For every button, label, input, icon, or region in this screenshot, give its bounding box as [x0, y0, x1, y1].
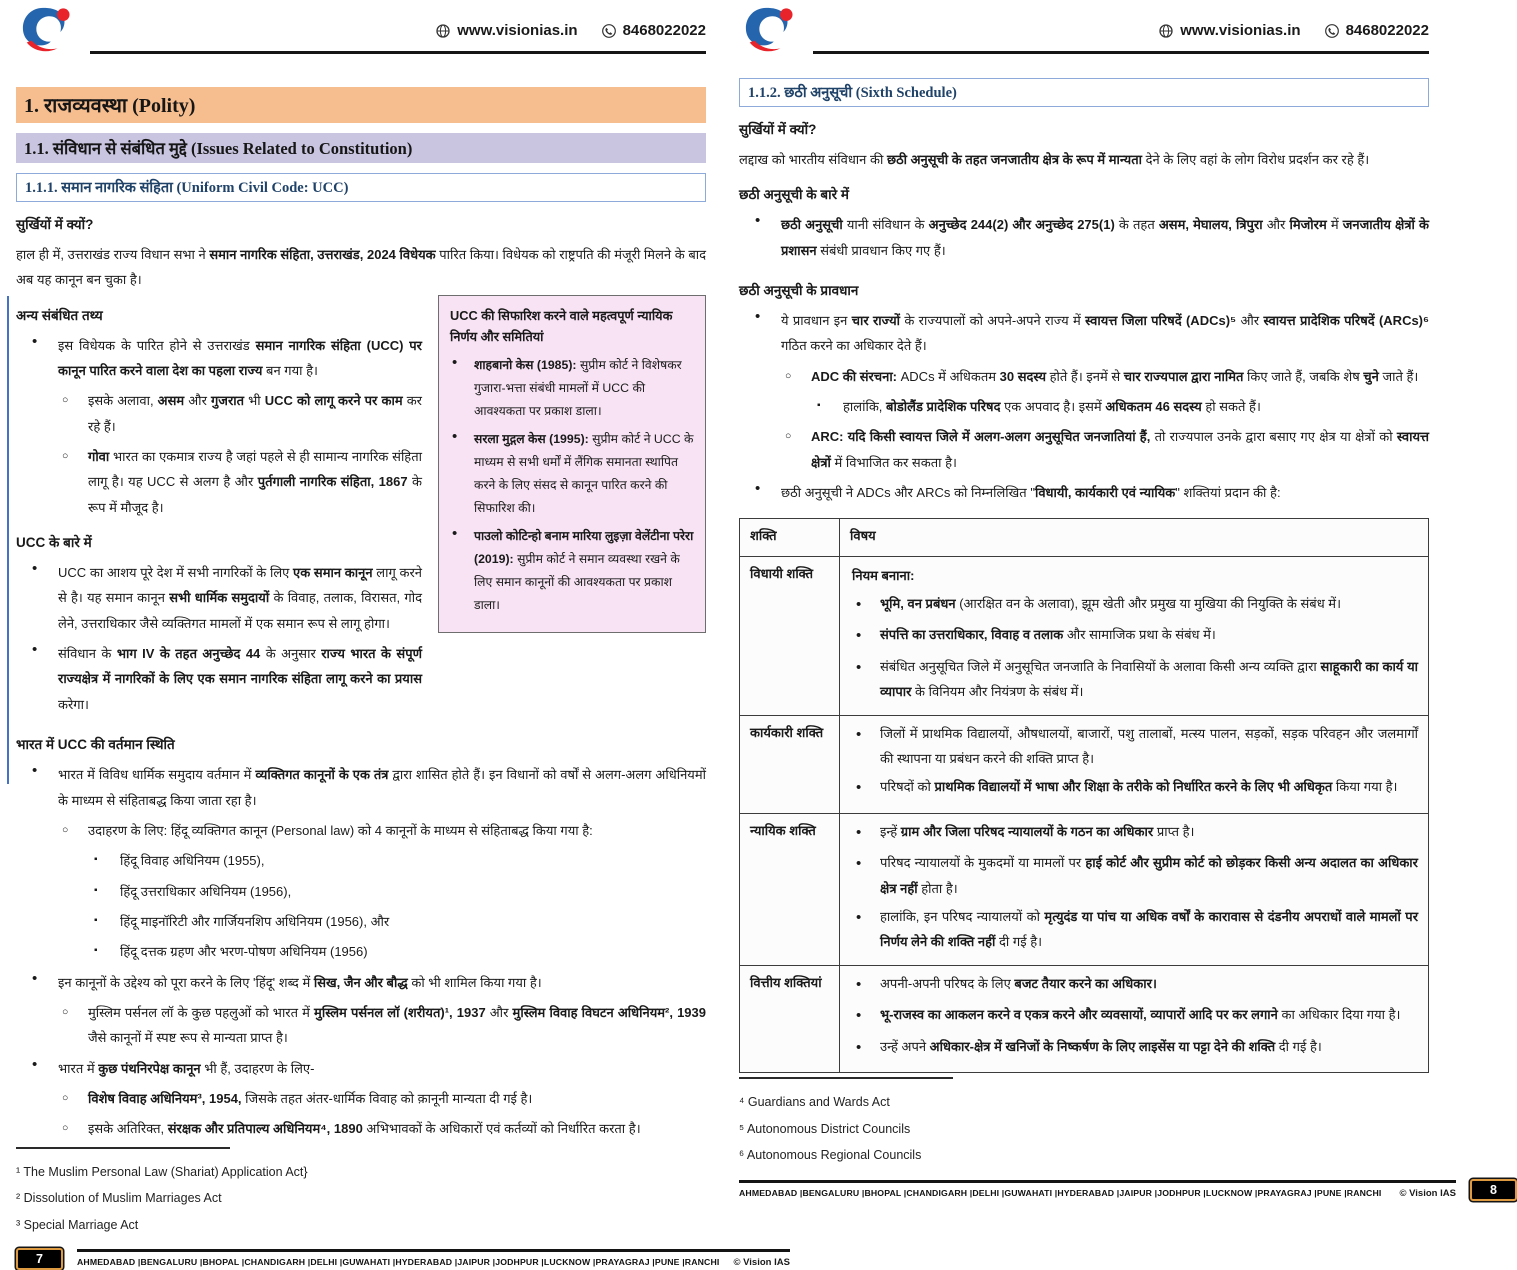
site-url: www.visionias.in	[457, 22, 578, 39]
subject-cell	[840, 557, 1429, 715]
subject-cell	[840, 715, 1429, 813]
list-item-text: विशेष विवाह अधिनियम³, 1954, जिसके तहत अंतर-धार्मिक विवाह को क़ानूनी मान्यता दी गई है।	[88, 1090, 533, 1106]
bullet-marker	[32, 1056, 58, 1081]
bullet-marker	[856, 774, 880, 803]
header-contact	[436, 22, 706, 39]
list-item-text: जिलों में प्राथमिक विद्यालयों, औषधालयों, बाजारों, पशु तालाबों, मत्स्य पालन, सड़कों, सड़क परिवहन और जलमार्गों की स्थापना या प्रबंधन करने की शक्ति प्राप्त है।	[880, 725, 1418, 766]
list-item-text: UCC का आशय पूरे देश में सभी नागरिकों के लिए एक समान कानून लागू करने से है। यह समान कानून सभी धार्मिक समुदायों के विवाह, तलाक, विरासत, गोद लेने, उत्तराधिकार जैसे व्यक्तिगत मामलों में एक समान रूप से लागू होगा।	[58, 565, 422, 631]
list-item-text: उन्हें अपने अधिकार-क्षेत्र में खनिजों के निष्कर्षण के लिए लाइसेंस या पट्टा देने की शक्ति दी गई है।	[880, 1038, 1322, 1054]
bullet-marker	[452, 525, 474, 616]
ucc-status-list	[16, 762, 706, 1146]
header-contact	[1159, 22, 1429, 39]
bullet-marker	[755, 212, 781, 263]
list-item	[16, 641, 422, 717]
list-item-text: संपत्ति का उत्तराधिकार, विवाह व तलाक और सामाजिक प्रथा के संबंध में।	[880, 627, 1216, 643]
list-item-text: गोवा भारत का एकमात्र राज्य है जहां पहले से ही सामान्य नागरिक संहिता लागू है। यह UCC से अलग है और पुर्तगाली नागरिक संहिता, 1867 के रूप में मौजूद है।	[88, 449, 422, 515]
section-heading: 1.1. संविधान से संबंधित मुद्दे (Issues Related to Constitution)	[16, 133, 706, 163]
why-in-news-heading: सुर्खियों में क्यों?	[739, 122, 817, 137]
list-item-text: भू-राजस्व का आकलन करने व एकत्र करने और व्यवसायों, व्यापारों आदि पर कर लगाने का अधिकार दिया गया है।	[880, 1007, 1401, 1023]
bullet-marker	[32, 970, 58, 995]
bullet-marker	[62, 1116, 88, 1141]
list-item-text: छठी अनुसूची यानी संविधान के अनुच्छेद 244(2) और अनुच्छेद 275(1) के तहत असम, मेघालय, त्रिपुरा और मिजोरम में जनजातीय क्षेत्रों के प्रशासन संबंधी प्रावधान किए गए हैं।	[781, 217, 1430, 258]
provisions-heading: छठी अनुसूची के प्रावधान	[739, 283, 859, 299]
list-item-text: मुस्लिम पर्सनल लॉ के कुछ पहलुओं को भारत में मुस्लिम पर्सनल लॉ (शरीयत)¹, 1937 और मुस्लिम विवाह विघटन अधिनियम², 1939 जैसे कानूनों में स्पष्ट रूप से मान्यता प्राप्त है।	[88, 1004, 706, 1046]
list-item-text: संबंधित अनुसूचित जिले में अनुसूचित जनजाति के निवासियों के अलावा किसी अन्य व्यक्ति द्वारा साहूकारी का कार्य या व्यापार के विनियम और नियंत्रण के संबंध में।	[880, 658, 1418, 700]
footer-copyright: © Vision IAS	[1399, 1187, 1456, 1199]
power-cell: वित्तीय शक्तियां	[740, 965, 840, 1073]
other-facts-heading: अन्य संबंधित तथ्य	[16, 307, 103, 323]
chapter-heading: 1. राजव्यवस्था (Polity)	[16, 87, 706, 123]
bullet-marker	[32, 641, 58, 717]
table-row	[740, 965, 1429, 1073]
ucc-status-heading: भारत में UCC की वर्तमान स्थिति	[16, 737, 175, 753]
list-item	[450, 354, 694, 422]
footnote-divider	[739, 1077, 953, 1079]
footnote-6: ⁶ Autonomous Regional Councils	[739, 1148, 922, 1163]
page-header	[739, 0, 1429, 60]
list-item-text: इन कानूनों के उद्देश्य को पूरा करने के लिए 'हिंदू' शब्द में सिख, जैन और बौद्ध को भी शामिल किया गया है।	[58, 974, 542, 990]
page-header	[16, 0, 706, 60]
bullet-marker	[94, 939, 120, 964]
bullet-marker	[94, 909, 120, 934]
list-item	[16, 762, 706, 813]
footnote-5: ⁵ Autonomous District Councils	[739, 1121, 911, 1136]
bullet-marker	[62, 1086, 88, 1111]
list-item-text: ARC: यदि किसी स्वायत्त जिले में अलग-अलग अनुसूचित जनजातियां हैं, तो राज्यपाल उनके द्वारा बसाए गए क्षेत्र या क्षेत्रों को स्वायत्त क्षेत्रों में विभाजित कर सकता है।	[811, 429, 1429, 470]
footnote-divider	[16, 1147, 230, 1149]
site-url: www.visionias.in	[1180, 22, 1301, 39]
list-item	[739, 212, 1429, 263]
list-item-text: छठी अनुसूची ने ADCs और ARCs को निम्नलिखित "विधायी, कार्यकारी एवं न्यायिक" शक्तियां प्रदान की है:	[781, 485, 1281, 501]
highlight-box-list	[450, 354, 694, 616]
list-item-text: हिंदू विवाह अधिनियम (1955),	[120, 853, 265, 869]
bullet-marker	[452, 354, 474, 422]
bullet-marker	[856, 622, 880, 651]
cell-list	[850, 591, 1418, 705]
bullet-marker	[785, 424, 811, 475]
list-item	[16, 909, 706, 934]
bullet-marker	[452, 428, 474, 519]
list-item	[739, 480, 1429, 505]
page-number: 8	[1470, 1179, 1517, 1201]
list-item	[16, 848, 706, 873]
page-footer-left	[16, 1246, 790, 1270]
bullet-marker	[755, 308, 781, 359]
bullet-marker	[32, 762, 58, 813]
footnotes-right	[739, 1077, 1429, 1177]
why-in-news-heading: सुर्खियों में क्यों?	[16, 217, 94, 232]
footnotes-left	[16, 1147, 706, 1247]
list-item-text: इन्हें ग्राम और जिला परिषद न्यायालयों के गठन का अधिकार प्राप्त है।	[880, 823, 1195, 839]
list-item	[450, 525, 694, 616]
judicial-decisions-highlight-box	[438, 295, 706, 634]
subject-cell	[840, 813, 1429, 965]
power-cell: विधायी शक्ति	[740, 557, 840, 715]
list-item	[850, 904, 1418, 955]
list-item	[16, 560, 422, 636]
list-item-text: शाहबानो केस (1985): सुप्रीम कोर्ट ने विशेषकर गुजारा-भत्ता संबंधी मामलों में UCC की आवश्यकता पर प्रकाश डाला।	[474, 358, 682, 418]
subsection-heading-sixth-schedule: 1.1.2. छठी अनुसूची (Sixth Schedule)	[739, 78, 1429, 107]
list-item-text: उदाहरण के लिए: हिंदू व्यक्तिगत कानून (Personal law) को 4 कानूनों के माध्यम से संहिताबद्ध किया गया है:	[88, 822, 593, 838]
list-item-text: पाउलो कोटिन्हो बनाम मारिया लुइज़ा वेलेंटीना परेरा (2019): सुप्रीम कोर्ट ने समान व्यवस्था रखने के लिए समान कानूनों की आवश्यकता पर प्रकाश डाला।	[474, 529, 694, 612]
list-item-text: भूमि, वन प्रबंधन (आरक्षित वन के अलावा), झूम खेती और प्रमुख या मुखिया की नियुक्ति के संबंध में।	[880, 595, 1342, 611]
bullet-marker	[856, 971, 880, 1000]
column-header-subject: विषय	[840, 519, 1429, 557]
bullet-marker	[856, 721, 880, 772]
bullet-marker	[62, 1000, 88, 1051]
list-item-text: ADC की संरचना: ADCs में अधिकतम 30 सदस्य होते हैं। इनमें से चार राज्यपाल द्वारा नामित किए जाते हैं, जबकि शेष चुने जाते हैं।	[811, 368, 1419, 384]
bullet-marker	[785, 364, 811, 389]
list-item-text: संविधान के भाग IV के तहत अनुच्छेद 44 के अनुसार राज्य भारत के संपूर्ण राज्यक्षेत्र में नागरिकों के लिए एक समान नागरिक संहिता लागू करने का प्रयास करेगा।	[58, 646, 422, 712]
list-item-text: हिंदू माइनॉरिटी और गार्जियनशिप अधिनियम (1956), और	[120, 913, 390, 929]
revision-change-bar	[7, 296, 9, 784]
bullet-marker	[856, 819, 880, 848]
phone-icon	[602, 24, 616, 38]
list-item	[739, 394, 1429, 419]
list-item-text: इसके अलावा, असम और गुजरात भी UCC को लागू करने पर काम कर रहे हैं।	[88, 393, 422, 434]
bullet-marker	[62, 388, 88, 439]
cell-list	[850, 721, 1418, 803]
cell-intro: नियम बनाना:	[852, 568, 915, 584]
page-right	[723, 0, 1497, 1199]
list-item	[16, 333, 422, 384]
list-item	[16, 879, 706, 904]
bullet-marker	[856, 1002, 880, 1031]
list-item	[739, 424, 1429, 475]
list-item-text: परिषदों को प्राथमिक विद्यालयों में भाषा और शिक्षा के तरीके को निर्धारित करने के लिए भी अधिकृत किया गया है।	[880, 779, 1398, 795]
bullet-marker	[755, 480, 781, 505]
vision-ias-logo	[741, 6, 795, 61]
list-item	[16, 444, 422, 520]
power-cell: कार्यकारी शक्ति	[740, 715, 840, 813]
list-item-text: परिषद न्यायालयों के मुकदमों या मामलों पर हाई कोर्ट और सुप्रीम कोर्ट को छोड़कर किसी अन्य अदालत का अधिकार क्षेत्र नहीं होता है।	[880, 855, 1418, 896]
footnote-4: ⁴ Guardians and Wards Act	[739, 1095, 890, 1110]
bullet-marker	[817, 394, 843, 419]
page-number: 7	[16, 1248, 63, 1270]
footnote-3: ³ Special Marriage Act	[16, 1217, 139, 1232]
power-cell: न्यायिक शक्ति	[740, 813, 840, 965]
table-row	[740, 813, 1429, 965]
list-item-text: भारत में विविध धार्मिक समुदाय वर्तमान में व्यक्तिगत कानूनों के एक तंत्र द्वारा शासित होते हैं। इन विधानों को वर्षों से अलग-अलग अधिनियमों के माध्यम से संहिताबद्ध किया जाता रहा है।	[58, 767, 706, 808]
phone-number: 8468022022	[622, 22, 706, 39]
subsection-heading-ucc: 1.1.1. समान नागरिक संहिता (Uniform Civil Code: UCC)	[16, 173, 706, 202]
list-item	[850, 971, 1418, 1000]
header-divider	[90, 51, 706, 54]
list-item	[16, 1000, 706, 1051]
bullet-marker	[94, 848, 120, 873]
list-item-text: हिंदू दत्तक ग्रहण और भरण-पोषण अधिनियम (1956)	[120, 944, 368, 960]
list-item-text: ये प्रावधान इन चार राज्यों के राज्यपालों को अपने-अपने राज्य में स्वायत्त जिला परिषदें (ADCs)⁵ और स्वायत्त प्रादेशिक परिषदें (ARCs)⁶ गठित करने का अधिकार देते हैं।	[781, 313, 1429, 354]
cell-list	[850, 971, 1418, 1063]
phone-icon	[1325, 24, 1339, 38]
list-item-text: भारत में कुछ पंथनिरपेक्ष कानून भी हैं, उदाहरण के लिए-	[58, 1060, 315, 1076]
list-item	[850, 850, 1418, 901]
list-item	[850, 774, 1418, 803]
header-divider	[813, 51, 1429, 54]
list-item	[850, 654, 1418, 705]
about-sixth-schedule-list	[739, 212, 1429, 268]
list-item	[16, 1086, 706, 1111]
footer-cities: AHMEDABAD |BENGALURU |BHOPAL |CHANDIGARH |DELHI |GUWAHATI |HYDERABAD |JAIPUR |JODHPUR |LUCKNOW |PRAYAGRAJ |PUNE |RANCHI	[739, 1187, 1382, 1198]
table-row	[740, 715, 1429, 813]
list-item	[850, 591, 1418, 620]
page-footer-right	[739, 1177, 1497, 1201]
bullet-marker	[856, 904, 880, 955]
list-item-text: हिंदू उत्तराधिकार अधिनियम (1956),	[120, 883, 292, 899]
list-item	[16, 1056, 706, 1081]
bullet-marker	[94, 879, 120, 904]
list-item	[850, 1034, 1418, 1063]
list-item	[16, 970, 706, 995]
footer-body	[77, 1249, 790, 1268]
list-item-text: हालांकि, बोडोलैंड प्रादेशिक परिषद एक अपवाद है। इसमें अधिकतम 46 सदस्य हो सकते हैं।	[843, 399, 1261, 415]
bullet-marker	[856, 850, 880, 901]
bullet-marker	[32, 333, 58, 384]
globe-icon	[1159, 24, 1173, 38]
about-ucc-heading: UCC के बारे में	[16, 535, 92, 551]
list-item	[850, 622, 1418, 651]
bullet-marker	[856, 591, 880, 620]
list-item	[16, 818, 706, 843]
about-sixth-schedule-heading: छठी अनुसूची के बारे में	[739, 187, 849, 203]
list-item	[850, 721, 1418, 772]
bullet-marker	[62, 818, 88, 843]
table-header-row	[740, 519, 1429, 557]
list-item-text: हालांकि, इन परिषद न्यायालयों को मृत्युदंड या पांच या अधिक वर्षों के कारावास से दंडनीय अपराधों वाले मामलों पर निर्णय लेने की शक्ति नहीं दी गई है।	[880, 908, 1419, 950]
list-item	[739, 308, 1429, 359]
bullet-marker	[856, 654, 880, 705]
why-in-news-paragraph: हाल ही में, उत्तराखंड राज्य विधान सभा ने समान नागरिक संहिता, उत्तराखंड, 2024 विधेयक पारित किया। विधेयक को राष्ट्रपति की मंजूरी मिलने के बाद अब यह कानून बन चुका है।	[16, 247, 707, 288]
list-item-text: अपनी-अपनी परिषद के लिए बजट तैयार करने का अधिकार।	[880, 975, 1157, 991]
list-item	[16, 939, 706, 964]
footer-copyright: © Vision IAS	[733, 1257, 790, 1269]
table-row	[740, 557, 1429, 715]
list-item	[16, 388, 422, 439]
globe-icon	[436, 24, 450, 38]
footnote-1: ¹ The Muslim Personal Law (Shariat) Application Act}	[16, 1164, 308, 1179]
list-item	[739, 364, 1429, 389]
list-item	[16, 1116, 706, 1141]
column-header-power: शक्ति	[740, 519, 840, 557]
provisions-list	[739, 308, 1429, 510]
footer-body	[739, 1180, 1456, 1199]
bullet-marker	[62, 444, 88, 520]
list-item	[850, 819, 1418, 848]
phone-number: 8468022022	[1345, 22, 1429, 39]
footnote-2: ² Dissolution of Muslim Marriages Act	[16, 1191, 222, 1206]
highlight-box-title: UCC की सिफारिश करने वाले महत्वपूर्ण न्यायिक निर्णय और समितियां	[450, 307, 673, 345]
bullet-marker	[32, 560, 58, 636]
why-in-news-paragraph: लद्दाख को भारतीय संविधान की छठी अनुसूची के तहत जनजातीय क्षेत्र के रूप में मान्यता देने के लिए वहां के लोग विरोध प्रदर्शन कर रहे हैं।	[739, 152, 1370, 167]
list-item-text: इसके अतिरिक्त, संरक्षक और प्रतिपाल्य अधिनियम⁴, 1890 अभिभावकों के अधिकारों एवं कर्तव्यों को निर्धारित करता है।	[88, 1121, 641, 1137]
footer-cities: AHMEDABAD |BENGALURU |BHOPAL |CHANDIGARH |DELHI |GUWAHATI |HYDERABAD |JAIPUR |JODHPUR |LUCKNOW |PRAYAGRAJ |PUNE |RANCHI	[77, 1257, 720, 1268]
list-item-text: सरला मुद्गल केस (1995): सुप्रीम कोर्ट ने UCC के माध्यम से सभी धर्मों में लैंगिक समानता स्थापित करने के लिए संसद से कानून पारित करने की सिफारिश की।	[474, 432, 694, 515]
powers-table	[739, 518, 1429, 1073]
vision-ias-logo	[18, 6, 72, 61]
subject-cell	[840, 965, 1429, 1073]
list-item	[450, 428, 694, 519]
cell-list	[850, 819, 1418, 955]
facts-section	[16, 293, 706, 722]
bullet-marker	[856, 1034, 880, 1063]
list-item-text: इस विधेयक के पारित होने से उत्तराखंड समान नागरिक संहिता (UCC) पर कानून पारित करने वाला देश का पहला राज्य बन गया है।	[58, 337, 422, 379]
list-item	[850, 1002, 1418, 1031]
